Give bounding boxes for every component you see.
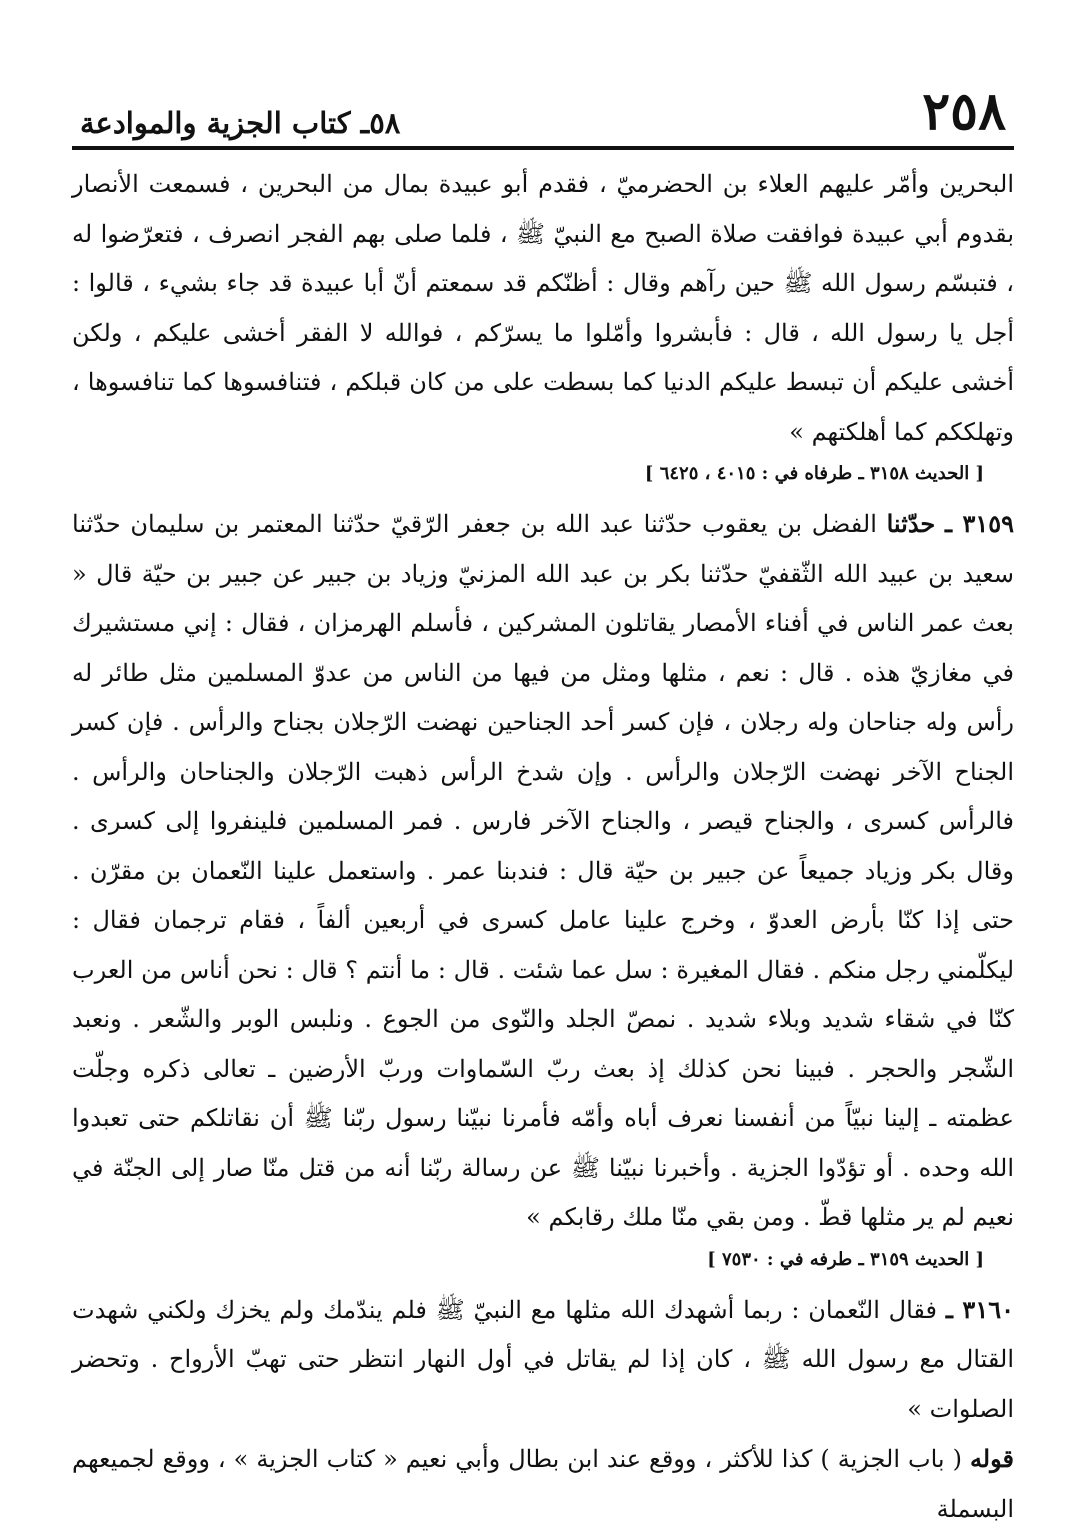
commentary-lead: قوله <box>969 1444 1014 1473</box>
page-header <box>72 62 1014 150</box>
page-number: ٢٥٨ <box>922 81 1006 142</box>
hadith-3159-opener: حدّثنا <box>886 509 936 538</box>
commentary-paragraph <box>72 1434 1014 1534</box>
hadith-3160-paragraph <box>72 1285 1014 1435</box>
hadith-3159-paragraph <box>72 499 1014 1243</box>
hadith-3159-reference: [ الحديث ٣١٥٩ ـ طرفه في : ٧٥٣٠ ] <box>707 1248 984 1270</box>
page-body <box>72 150 1014 1534</box>
hadith-3160-text: فقال النّعمان : ربما أشهدك الله مثلها مع النبيّ ﷺ فلم يندّمك ولم يخزك ولكني شهدت القتال مع رسول الله ﷺ ، كان إذا لم يقاتل في أول النهار انتظر حتى تهبّ الأرواح . وتحضر الصلوات » <box>72 1295 1014 1423</box>
hadith-3159-number: ٣١٥٩ ـ <box>944 509 1014 538</box>
running-title: ٥٨ـ كتاب الجزية والموادعة <box>80 106 401 140</box>
commentary-text: ( باب الجزية ) كذا للأكثر ، ووقع عند ابن بطال وأبي نعيم « كتاب الجزية » ، ووقع لجميعهم البسملة <box>72 1445 1014 1523</box>
hadith-3158-text: البحرين وأمّر عليهم العلاء بن الحضرميّ ، فقدم أبو عبيدة بمال من البحرين ، فسمعت الأنصار بقدوم أبي عبيدة فوافقت صلاة الصبح مع النبيّ ﷺ ، فلما صلى بهم الفجر انصرف ، فتعرّضوا له ، فتبسّم رسول الله ﷺ حين رآهم وقال : أظنّكم قد سمعتم أنّ أبا عبيدة قد جاء بشيء ، قالوا : أجل يا رسول الله ، قال : فأبشروا وأمّلوا ما يسرّكم ، فوالله لا الفقر أخشى عليكم ، ولكن أخشى عليكم أن تبسط عليكم الدنيا كما بسطت على من كان قبلكم ، فتنافسوها كما تنافسوها ، وتهلككم كما أهلكتهم » <box>72 170 1014 446</box>
hadith-3158-reference: [ الحديث ٣١٥٨ ـ طرفاه في : ٤٠١٥ ، ٦٤٢٥ ] <box>644 463 984 484</box>
hadith-3160-number: ٣١٦٠ ـ <box>945 1294 1014 1324</box>
hadith-3159-text: الفضل بن يعقوب حدّثنا عبد الله بن جعفر الرّقيّ حدّثنا المعتمر بن سليمان حدّثنا سعيد بن عبيد الله الثّقفيّ حدّثنا بكر بن عبد الله المزنيّ وزياد بن جبير عن جبير بن حيّة قال « بعث عمر الناس في أفناء الأمصار يقاتلون المشركين ، فأسلم الهرمزان ، فقال : إني مستشيرك في مغازيّ هذه . قال : نعم ، مثلها ومثل من فيها من الناس من عدوّ المسلمين مثل طائر له رأس وله جناحان وله رجلان ، فإن كسر أحد الجناحين نهضت الرّجلان بجناح والرأس . فإن كسر الجناح الآخر نهضت الرّجلان والرأس . وإن شدخ الرأس ذهبت الرّجلان والجناحان والرأس . فالرأس كسرى ، والجناح قيصر ، والجناح الآخر فارس . فمر المسلمين فلينفروا إلى كسرى . وقال بكر وزياد جميعاً عن جبير بن حيّة قال : فندبنا عمر . واستعمل علينا النّعمان بن مقرّن . حتى إذا كنّا بأرض العدوّ ، وخرج علينا عامل كسرى في أربعين ألفاً ، فقام ترجمان فقال : ليكلّمني رجل منكم . فقال المغيرة : سل عما شئت . قال : ما أنتم ؟ قال : نحن أناس من العرب كنّا في شقاء شديد وبلاء شديد . نمصّ الجلد والنّوى من الجوع . ونلبس الوبر والشّعر . ونعبد الشّجر والحجر . فبينا نحن كذلك إذ بعث ربّ السّماوات وربّ الأرضين ـ تعالى ذكره وجلّت عظمته ـ إلينا نبيّاً من أنفسنا نعرف أباه وأمّه فأمرنا نبيّنا رسول ربّنا ﷺ أن نقاتلكم حتى تعبدوا الله وحده . أو تؤدّوا الجزية . وأخبرنا نبيّنا ﷺ عن رسالة ربّنا أنه من قتل منّا صار إلى الجنّة في نعيم لم ير مثلها قطّ . ومن بقي منّا ملك رقابكم » <box>72 510 1015 1231</box>
